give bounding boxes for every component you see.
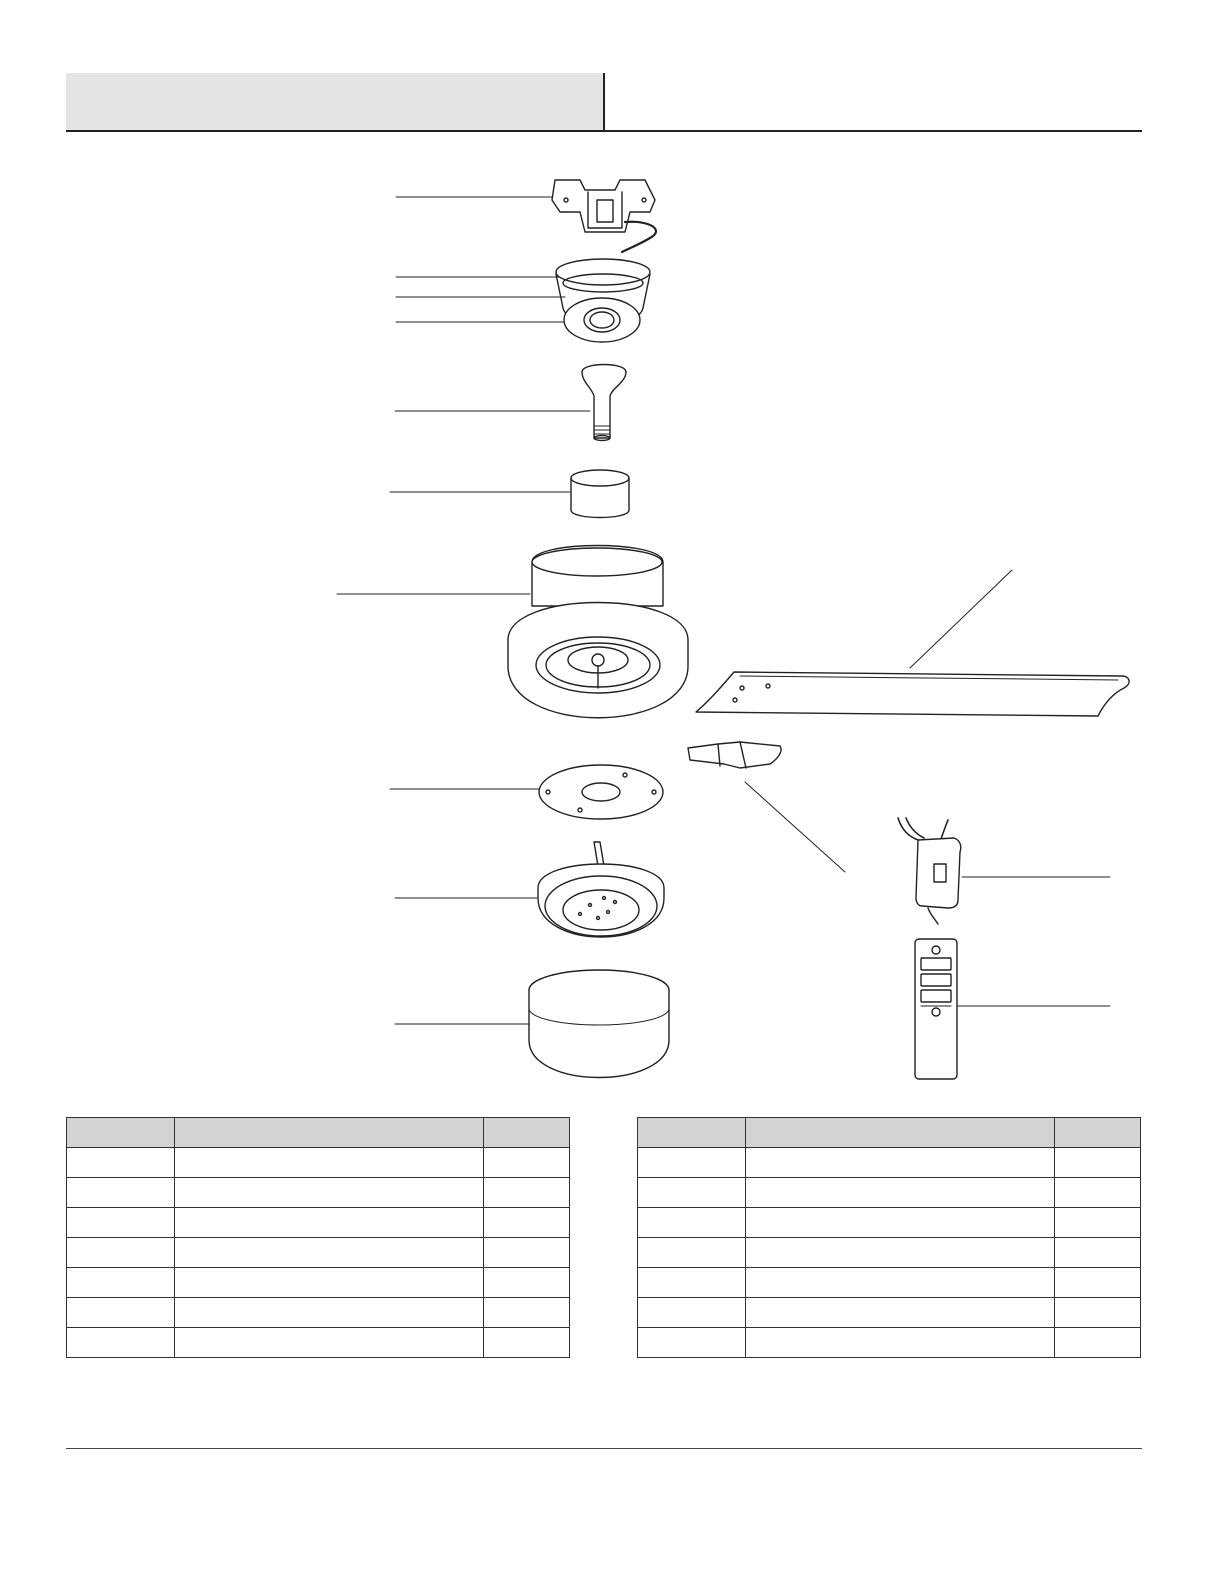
table-row	[67, 1298, 570, 1328]
table-cell	[746, 1298, 1055, 1328]
fan-blade-icon	[696, 672, 1129, 716]
parts-table-right	[637, 1117, 1141, 1358]
table-cell	[1055, 1328, 1141, 1358]
column-header-quantity	[484, 1118, 570, 1148]
table-cell	[638, 1268, 746, 1298]
table-cell	[484, 1208, 570, 1238]
table-cell	[484, 1178, 570, 1208]
led-light-kit-icon	[538, 842, 664, 937]
table-cell	[67, 1208, 175, 1238]
coupling-cover-icon	[571, 470, 629, 518]
table-cell	[638, 1298, 746, 1328]
table-row	[638, 1328, 1141, 1358]
table-row	[638, 1208, 1141, 1238]
table-cell	[67, 1238, 175, 1268]
table-cell	[638, 1148, 746, 1178]
table-cell	[484, 1238, 570, 1268]
column-header-part	[67, 1118, 175, 1148]
table-cell	[67, 1298, 175, 1328]
blade-arm-icon	[688, 742, 781, 768]
table-cell	[1055, 1268, 1141, 1298]
table-cell	[175, 1298, 484, 1328]
table-row	[67, 1178, 570, 1208]
table-cell	[746, 1208, 1055, 1238]
column-header-quantity	[1055, 1118, 1141, 1148]
table-cell	[175, 1238, 484, 1268]
table-cell	[1055, 1148, 1141, 1178]
remote-control-icon	[915, 939, 957, 1079]
table-row	[638, 1148, 1141, 1178]
table-cell	[746, 1268, 1055, 1298]
table-cell	[746, 1148, 1055, 1178]
table-header-row	[67, 1118, 570, 1148]
table-row	[638, 1238, 1141, 1268]
table-cell	[746, 1238, 1055, 1268]
table-row	[67, 1208, 570, 1238]
table-cell	[746, 1328, 1055, 1358]
table-cell	[175, 1178, 484, 1208]
table-cell	[67, 1328, 175, 1358]
switch-housing-plate-icon	[539, 765, 663, 819]
mounting-bracket-icon	[552, 180, 656, 252]
table-cell	[67, 1268, 175, 1298]
table-header-row	[638, 1118, 1141, 1148]
table-row	[67, 1328, 570, 1358]
footer-rule	[66, 1448, 1142, 1449]
table-cell	[1055, 1238, 1141, 1268]
table-cell	[638, 1208, 746, 1238]
table-cell	[484, 1298, 570, 1328]
table-cell	[67, 1148, 175, 1178]
table-row	[638, 1298, 1141, 1328]
column-header-description	[175, 1118, 484, 1148]
table-row	[67, 1268, 570, 1298]
canopy-cover-icon	[564, 298, 640, 342]
table-cell	[1055, 1178, 1141, 1208]
table-cell	[638, 1238, 746, 1268]
table-cell	[175, 1208, 484, 1238]
receiver-icon	[898, 818, 961, 924]
table-row	[638, 1268, 1141, 1298]
column-header-part	[638, 1118, 746, 1148]
leader-lines	[337, 197, 1110, 1024]
table-cell	[638, 1178, 746, 1208]
column-header-description	[746, 1118, 1055, 1148]
table-cell	[484, 1268, 570, 1298]
table-cell	[175, 1268, 484, 1298]
light-glass-icon	[529, 970, 669, 1078]
table-row	[638, 1178, 1141, 1208]
table-row	[67, 1238, 570, 1268]
motor-assembly-icon	[508, 546, 688, 718]
table-cell	[484, 1148, 570, 1178]
table-cell	[484, 1328, 570, 1358]
table-cell	[67, 1178, 175, 1208]
table-cell	[638, 1328, 746, 1358]
downrod-icon	[582, 365, 626, 441]
table-cell	[1055, 1298, 1141, 1328]
table-cell	[1055, 1208, 1141, 1238]
table-cell	[746, 1178, 1055, 1208]
parts-table-left	[66, 1117, 570, 1358]
table-cell	[175, 1148, 484, 1178]
table-cell	[175, 1328, 484, 1358]
table-row	[67, 1148, 570, 1178]
